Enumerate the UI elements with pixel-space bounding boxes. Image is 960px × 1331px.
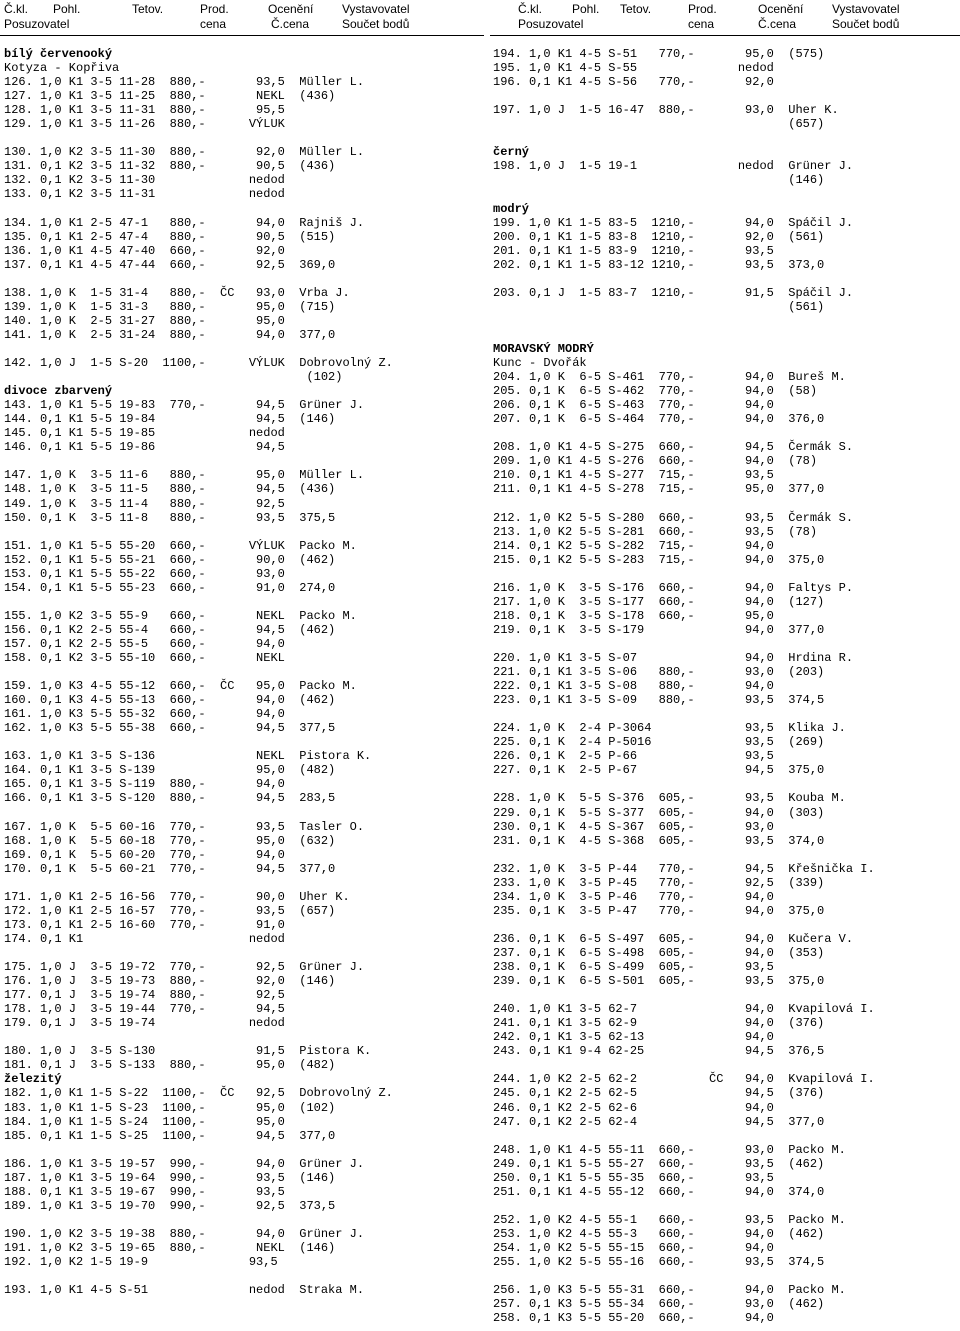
result-row: 163. 1,0 K1 3-5 S-136 NEKL Pistora K. — [4, 749, 372, 764]
result-row: 220. 1,0 K1 3-5 S-07 94,0 Hrdina R. — [493, 651, 854, 666]
spacer — [493, 848, 960, 862]
spacer — [4, 454, 484, 468]
header-judge: Posuzovatel — [518, 17, 584, 31]
header-class-no: Č.kl. — [518, 2, 542, 16]
result-row: 222. 0,1 K1 3-5 S-08 880,- 94,0 — [493, 679, 774, 694]
spacer — [493, 707, 960, 721]
spacer — [493, 777, 960, 791]
result-row: 162. 1,0 K3 5-5 55-38 660,- 94,5 377,5 — [4, 721, 336, 736]
result-row: 180. 1,0 J 3-5 S-130 91,5 Pistora K. — [4, 1044, 372, 1059]
column-header-right — [490, 0, 960, 34]
result-row: 169. 0,1 K 5-5 60-20 770,- 94,0 — [4, 847, 285, 862]
spacer — [493, 328, 960, 342]
header-prize-no: Č.cena — [271, 17, 310, 31]
result-row: 181. 0,1 J 3-5 S-133 880,- 95,0 (482) — [4, 1058, 336, 1073]
spacer — [493, 131, 960, 145]
category-heading: železitý — [4, 1072, 62, 1087]
result-row: 179. 0,1 J 3-5 19-74 nedod — [4, 1016, 285, 1031]
result-row: 150. 0,1 K 3-5 11-8 880,- 93,5 375,5 — [4, 510, 336, 525]
result-row: 155. 1,0 K2 3-5 55-9 660,- NEKL Packo M. — [4, 608, 357, 623]
result-row: 142. 1,0 J 1-5 S-20 1100,- VÝLUK Dobrovolný Z. — [4, 356, 393, 371]
result-row: 206. 0,1 K 6-5 S-463 770,- 94,0 — [493, 398, 774, 413]
result-row: 130. 1,0 K2 3-5 11-30 880,- 92,0 Müller L. — [4, 145, 365, 160]
spacer — [4, 665, 484, 679]
result-row: 196. 0,1 K1 4-5 S-56 770,- 92,0 — [493, 75, 774, 90]
result-row: 131. 0,1 K2 3-5 11-32 880,- 90,5 (436) — [4, 159, 336, 174]
result-row: 183. 1,0 K1 1-5 S-23 1100,- 95,0 (102) — [4, 1100, 336, 1115]
header-class-no: Č.kl. — [4, 2, 28, 16]
result-row: 127. 1,0 K1 3-5 11-25 880,- NEKL (436) — [4, 89, 336, 104]
results-column-right — [493, 47, 960, 1325]
result-row: 152. 0,1 K1 5-5 55-21 660,- 90,0 (462) — [4, 552, 336, 567]
header-judge: Posuzovatel — [4, 17, 70, 31]
result-row: 226. 0,1 K 2-5 P-66 93,5 — [493, 749, 774, 764]
result-row: 245. 0,1 K2 2-5 62-5 94,5 (376) — [493, 1086, 825, 1101]
column-header-left — [0, 0, 484, 34]
result-row: 171. 1,0 K1 2-5 16-56 770,- 90,0 Uher K. — [4, 889, 350, 904]
result-row: 248. 1,0 K1 4-5 55-11 660,- 93,0 Packo M. — [493, 1142, 846, 1157]
result-row: 156. 0,1 K2 2-5 55-4 660,- 94,5 (462) — [4, 622, 336, 637]
result-row: 182. 1,0 K1 1-5 S-22 1100,- ČC 92,5 Dobrovolný Z. — [4, 1086, 393, 1101]
spacer — [493, 426, 960, 440]
spacer — [4, 1269, 484, 1283]
spacer — [493, 988, 960, 1002]
result-row: 167. 1,0 K 5-5 60-16 770,- 93,5 Tasler O. — [4, 819, 365, 834]
result-row: 165. 0,1 K1 3-5 S-119 880,- 94,0 — [4, 777, 285, 792]
result-row: 208. 1,0 K1 4-5 S-275 660,- 94,5 Čermák S. — [493, 440, 854, 455]
spacer — [4, 735, 484, 749]
result-row: 194. 1,0 K1 4-5 S-51 770,- 95,0 (575) — [493, 47, 825, 61]
result-row: 210. 0,1 K1 4-5 S-277 715,- 93,5 — [493, 468, 774, 483]
result-row: 244. 1,0 K2 2-5 62-2 ČC 94,0 Kvapilová I. — [493, 1072, 875, 1087]
result-row: 188. 0,1 K1 3-5 19-67 990,- 93,5 — [4, 1184, 285, 1199]
result-row: 148. 1,0 K 3-5 11-5 880,- 94,5 (436) — [4, 482, 336, 497]
result-row: 185. 0,1 K1 1-5 S-25 1100,- 94,5 377,0 — [4, 1128, 336, 1143]
result-row: 235. 0,1 K 3-5 P-47 770,- 94,0 375,0 — [493, 903, 825, 918]
result-row: 157. 0,1 K2 2-5 55-5 660,- 94,0 — [4, 636, 285, 651]
result-row: 139. 1,0 K 1-5 31-3 880,- 95,0 (715) — [4, 299, 336, 314]
result-row: 249. 0,1 K1 5-5 55-27 660,- 93,5 (462) — [493, 1156, 825, 1171]
result-row: 147. 1,0 K 3-5 11-6 880,- 95,0 Müller L. — [4, 468, 365, 483]
result-row: 144. 0,1 K1 5-5 19-84 94,5 (146) — [4, 412, 336, 427]
spacer — [4, 131, 484, 145]
result-row: 184. 1,0 K1 1-5 S-24 1100,- 95,0 — [4, 1114, 285, 1129]
category-heading: modrý — [493, 201, 530, 216]
result-row: 126. 1,0 K1 3-5 11-28 880,- 93,5 Müller L. — [4, 75, 365, 90]
result-row: 231. 0,1 K 4-5 S-368 605,- 93,5 374,0 — [493, 833, 825, 848]
result-row: 174. 0,1 K1 nedod — [4, 931, 285, 946]
result-row: 164. 0,1 K1 3-5 S-139 95,0 (482) — [4, 763, 336, 778]
header-points-sum: Součet bodů — [832, 17, 900, 31]
result-row: 229. 0,1 K 5-5 S-377 605,- 94,0 (303) — [493, 805, 825, 820]
spacer — [493, 272, 960, 286]
result-row: 225. 0,1 K 2-4 P-5016 93,5 (269) — [493, 735, 825, 750]
header-prize-no: Č.cena — [758, 17, 797, 31]
result-row: 168. 1,0 K 5-5 60-18 770,- 95,0 (632) — [4, 833, 336, 848]
spacer — [4, 202, 484, 216]
result-row: 217. 1,0 K 3-5 S-177 660,- 94,0 (127) — [493, 594, 825, 609]
result-row: 195. 1,0 K1 4-5 S-55 nedod — [493, 61, 774, 76]
result-row: 154. 0,1 K1 5-5 55-23 660,- 91,0 274,0 — [4, 580, 336, 595]
result-row: 186. 1,0 K1 3-5 19-57 990,- 94,0 Grüner J. — [4, 1156, 365, 1171]
spacer — [493, 1129, 960, 1143]
category-heading: černý — [493, 145, 530, 160]
result-row: 140. 1,0 K 2-5 31-27 880,- 95,0 — [4, 313, 285, 328]
result-row: 189. 1,0 K1 3-5 19-70 990,- 92,5 373,5 — [4, 1198, 336, 1213]
header-price: cena — [200, 17, 227, 31]
result-row: 211. 0,1 K1 4-5 S-278 715,- 95,0 377,0 — [493, 482, 825, 497]
result-row: 216. 1,0 K 3-5 S-176 660,- 94,0 Faltys P. — [493, 580, 854, 595]
header-tattoo: Tetov. — [132, 2, 164, 16]
header-points-sum: Součet bodů — [342, 17, 410, 31]
result-row: 233. 1,0 K 3-5 P-45 770,- 92,5 (339) — [493, 875, 825, 890]
spacer — [493, 637, 960, 651]
result-row: 170. 0,1 K 5-5 60-21 770,- 94,5 377,0 — [4, 861, 336, 876]
spacer — [493, 89, 960, 103]
result-row: 214. 0,1 K2 5-5 S-282 715,- 94,0 — [493, 538, 774, 553]
header-rule-left — [0, 35, 484, 36]
result-row: 238. 0,1 K 6-5 S-499 605,- 93,5 — [493, 960, 774, 975]
result-row: 135. 0,1 K1 2-5 47-4 880,- 90,5 (515) — [4, 229, 336, 244]
result-row: (657) — [493, 117, 825, 132]
result-row: 133. 0,1 K2 3-5 11-31 nedod — [4, 187, 285, 202]
result-row: 198. 1,0 J 1-5 19-1 nedod Grüner J. — [493, 159, 854, 174]
result-row: 230. 0,1 K 4-5 S-367 605,- 93,0 — [493, 819, 774, 834]
result-row: 151. 1,0 K1 5-5 55-20 660,- VÝLUK Packo M. — [4, 538, 357, 553]
result-row: 177. 0,1 J 3-5 19-74 880,- 92,5 — [4, 988, 285, 1003]
result-row: 243. 0,1 K1 9-4 62-25 94,5 376,5 — [493, 1044, 825, 1059]
result-row: 187. 1,0 K1 3-5 19-64 990,- 93,5 (146) — [4, 1170, 336, 1185]
result-row: 227. 0,1 K 2-5 P-67 94,5 375,0 — [493, 763, 825, 778]
result-row: 215. 0,1 K2 5-5 S-283 715,- 94,0 375,0 — [493, 552, 825, 567]
result-row: 202. 0,1 K1 1-5 83-12 1210,- 93,5 373,0 — [493, 257, 825, 272]
result-row: 145. 0,1 K1 5-5 19-85 nedod — [4, 426, 285, 441]
result-row: 160. 0,1 K3 4-5 55-13 660,- 94,0 (462) — [4, 693, 336, 708]
result-row: 240. 1,0 K1 3-5 62-7 94,0 Kvapilová I. — [493, 1002, 875, 1017]
result-row: 232. 1,0 K 3-5 P-44 770,- 94,5 Křešnička I. — [493, 861, 875, 876]
result-row: 213. 1,0 K2 5-5 S-281 660,- 93,5 (78) — [493, 524, 818, 539]
spacer — [4, 595, 484, 609]
spacer — [493, 314, 960, 328]
category-heading: divoce zbarvený — [4, 384, 113, 399]
spacer — [4, 342, 484, 356]
header-sale: Prod. — [688, 2, 717, 16]
result-row: 128. 1,0 K1 3-5 11-31 880,- 95,5 — [4, 103, 285, 118]
result-row: 223. 0,1 K1 3-5 S-09 880,- 93,5 374,5 — [493, 693, 825, 708]
header-sex: Pohl. — [53, 2, 81, 16]
result-row: 197. 1,0 J 1-5 16-47 880,- 93,0 Uher K. — [493, 103, 839, 118]
result-row: 241. 0,1 K1 3-5 62-9 94,0 (376) — [493, 1016, 825, 1031]
result-row: 137. 0,1 K1 4-5 47-44 660,- 92,5 369,0 — [4, 257, 336, 272]
category-heading: MORAVSKÝ MODRÝ — [493, 341, 594, 356]
result-row: 221. 0,1 K1 3-5 S-06 880,- 93,0 (203) — [493, 665, 825, 680]
spacer — [4, 946, 484, 960]
result-row: 254. 1,0 K2 5-5 55-15 660,- 94,0 — [493, 1240, 774, 1255]
header-exhibitor: Vystavovatel — [832, 2, 900, 16]
spacer — [493, 1269, 960, 1283]
spacer — [493, 1058, 960, 1072]
result-row: 141. 1,0 K 2-5 31-24 880,- 94,0 377,0 — [4, 327, 336, 342]
result-row: 149. 1,0 K 3-5 11-4 880,- 92,5 — [4, 496, 285, 511]
spacer — [493, 1199, 960, 1213]
result-row: 253. 1,0 K2 4-5 55-3 660,- 94,0 (462) — [493, 1226, 825, 1241]
spacer — [4, 525, 484, 539]
spacer — [493, 497, 960, 511]
result-row: 234. 1,0 K 3-5 P-46 770,- 94,0 — [493, 889, 774, 904]
spacer — [4, 806, 484, 820]
result-row: 247. 0,1 K2 2-5 62-4 94,5 377,0 — [493, 1114, 825, 1129]
result-row: 132. 0,1 K2 3-5 11-30 nedod — [4, 173, 285, 188]
result-row: 218. 0,1 K 3-5 S-178 660,- 95,0 — [493, 608, 774, 623]
spacer — [493, 918, 960, 932]
result-row: 173. 0,1 K1 2-5 16-60 770,- 91,0 — [4, 917, 285, 932]
result-row: 158. 0,1 K2 3-5 55-10 660,- NEKL — [4, 651, 285, 666]
result-row: 252. 1,0 K2 4-5 55-1 660,- 93,5 Packo M. — [493, 1212, 846, 1227]
result-row: 212. 1,0 K2 5-5 S-280 660,- 93,5 Čermák S. — [493, 510, 854, 525]
result-row: 201. 0,1 K1 1-5 83-9 1210,- 93,5 — [493, 243, 774, 258]
header-rating: Ocenění — [268, 2, 314, 16]
spacer — [4, 272, 484, 286]
result-row: (102) — [4, 370, 343, 385]
spacer — [4, 1213, 484, 1227]
result-row: 200. 0,1 K1 1-5 83-8 1210,- 92,0 (561) — [493, 229, 825, 244]
result-row: 134. 1,0 K1 2-5 47-1 880,- 94,0 Rajniš J. — [4, 215, 365, 230]
result-row: 178. 1,0 J 3-5 19-44 770,- 94,5 — [4, 1002, 285, 1017]
header-rule-right — [490, 35, 960, 36]
result-row: 207. 0,1 K 6-5 S-464 770,- 94,0 376,0 — [493, 412, 825, 427]
header-exhibitor: Vystavovatel — [342, 2, 410, 16]
header-rating: Ocenění — [758, 2, 804, 16]
result-row: 136. 1,0 K1 4-5 47-40 660,- 92,0 — [4, 243, 285, 258]
result-row: 228. 1,0 K 5-5 S-376 605,- 93,5 Kouba M. — [493, 791, 846, 806]
header-tattoo: Tetov. — [620, 2, 652, 16]
result-row: 191. 1,0 K2 3-5 19-65 880,- NEKL (146) — [4, 1240, 336, 1255]
result-row: (146) — [493, 173, 825, 188]
result-row: 255. 1,0 K2 5-5 55-16 660,- 93,5 374,5 — [493, 1255, 825, 1270]
result-row: 166. 0,1 K1 3-5 S-120 880,- 94,5 283,5 — [4, 791, 336, 806]
result-row: 175. 1,0 J 3-5 19-72 770,- 92,5 Grüner J. — [4, 960, 365, 975]
judges-line: Kotyza - Kopřiva — [4, 61, 120, 76]
result-row: 224. 1,0 K 2-4 P-3064 93,5 Klika J. — [493, 721, 846, 736]
result-row: 251. 0,1 K1 4-5 55-12 660,- 94,0 374,0 — [493, 1184, 825, 1199]
result-row: 237. 0,1 K 6-5 S-498 605,- 94,0 (353) — [493, 946, 825, 960]
result-row: 246. 0,1 K2 2-5 62-6 94,0 — [493, 1100, 774, 1115]
result-row: 204. 1,0 K 6-5 S-461 770,- 94,0 Bureš M. — [493, 370, 846, 385]
header-sex: Pohl. — [572, 2, 600, 16]
judges-line: Kunc - Dvořák — [493, 356, 587, 371]
result-row: 205. 0,1 K 6-5 S-462 770,- 94,0 (58) — [493, 384, 818, 399]
category-heading: bílý červenooký — [4, 47, 113, 61]
spacer — [4, 1030, 484, 1044]
spacer — [4, 1143, 484, 1157]
result-row: 190. 1,0 K2 3-5 19-38 880,- 94,0 Grüner J. — [4, 1226, 365, 1241]
result-row: 219. 0,1 K 3-5 S-179 94,0 377,0 — [493, 622, 825, 637]
result-row: 129. 1,0 K1 3-5 11-26 880,- VÝLUK — [4, 117, 285, 132]
result-row: 153. 0,1 K1 5-5 55-22 660,- 93,0 — [4, 566, 285, 581]
result-row: 256. 1,0 K3 5-5 55-31 660,- 94,0 Packo M. — [493, 1283, 846, 1298]
result-row: 239. 0,1 K 6-5 S-501 605,- 93,5 375,0 — [493, 974, 825, 989]
result-row: 193. 1,0 K1 4-5 S-51 nedod Straka M. — [4, 1283, 365, 1298]
results-column-left — [4, 47, 484, 1297]
result-row: 242. 0,1 K1 3-5 62-13 94,0 — [493, 1030, 774, 1045]
result-row: 257. 0,1 K3 5-5 55-34 660,- 93,0 (462) — [493, 1297, 825, 1312]
spacer — [493, 567, 960, 581]
result-row: 143. 1,0 K1 5-5 19-83 770,- 94,5 Grüner J. — [4, 398, 365, 413]
spacer — [493, 187, 960, 201]
header-sale: Prod. — [200, 2, 229, 16]
result-row: 192. 1,0 K2 1-5 19-9 93,5 — [4, 1255, 278, 1270]
result-row: 258. 0,1 K3 5-5 55-20 660,- 94,0 — [493, 1311, 774, 1326]
result-row: 161. 1,0 K3 5-5 55-32 660,- 94,0 — [4, 707, 285, 722]
result-row: 199. 1,0 K1 1-5 83-5 1210,- 94,0 Spáčil J. — [493, 215, 854, 230]
result-row: 203. 0,1 J 1-5 83-7 1210,- 91,5 Spáčil J. — [493, 285, 854, 300]
result-row: 159. 1,0 K3 4-5 55-12 660,- ČC 95,0 Packo M. — [4, 679, 357, 694]
spacer — [4, 876, 484, 890]
result-row: 236. 0,1 K 6-5 S-497 605,- 94,0 Kučera V. — [493, 931, 854, 946]
result-row: 146. 0,1 K1 5-5 19-86 94,5 — [4, 440, 285, 455]
result-row: 250. 0,1 K1 5-5 55-35 660,- 93,5 — [493, 1170, 774, 1185]
result-row: 138. 1,0 K 1-5 31-4 880,- ČC 93,0 Vrba J. — [4, 285, 350, 300]
result-row: 172. 1,0 K1 2-5 16-57 770,- 93,5 (657) — [4, 903, 336, 918]
header-price: cena — [688, 17, 715, 31]
result-row: 176. 1,0 J 3-5 19-73 880,- 92,0 (146) — [4, 974, 336, 989]
result-row: (561) — [493, 299, 825, 314]
result-row: 209. 1,0 K1 4-5 S-276 660,- 94,0 (78) — [493, 454, 818, 469]
